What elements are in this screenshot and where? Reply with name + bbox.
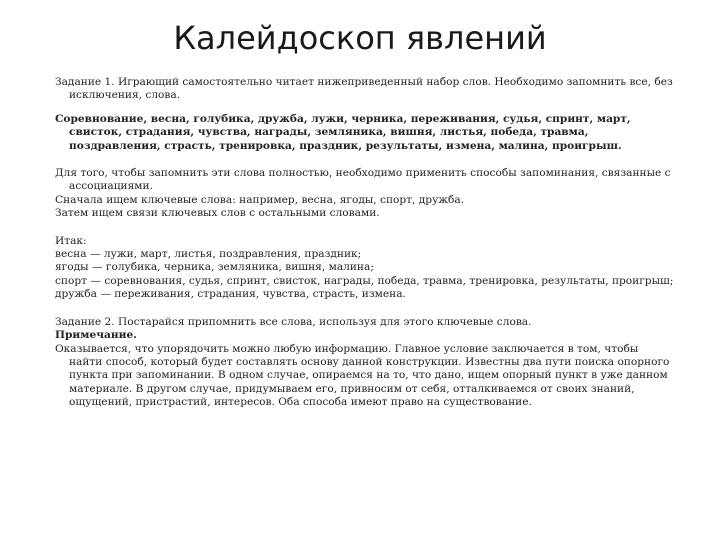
summary-heading: Итак: [55,234,87,247]
slide-title: Калейдоскоп явлений [173,19,547,57]
slide-body [55,76,675,410]
association-friendship: дружба — переживания, страдания, чувства, страсть, измена. [55,288,406,301]
method-paragraph-1: Для того, чтобы запомнить эти слова полностью, необходимо применить способы запоминания, связанные с ассоциациями. [55,167,671,193]
note-heading: Примечание. [55,329,137,342]
method-paragraph-2: Сначала ищем ключевые слова: например, весна, ягоды, спорт, дружба. [55,193,465,206]
word-list: Соревнование, весна, голубика, дружба, лужи, черника, переживания, судья, спринт, март, свисток, страдания, чувства, награды, земляника, вишня, листья, победа, травма, поздравления, страсть, тренировка, праздник, результаты, измена, малина, проигрыш. [55,112,631,152]
association-spring: весна — лужи, март, листья, поздравления, праздник; [55,248,362,261]
association-sport: спорт — соревнования, судья, спринт, свисток, награды, победа, травма, тренировка, результаты, проигрыш; [55,274,674,287]
task1-intro: Задание 1. Играющий самостоятельно читает нижеприведенный набор слов. Необходимо запомнить все, без исключения, слова. [55,76,673,102]
association-berries: ягоды — голубика, черника, земляника, вишня, малина; [55,261,374,274]
note-text: Оказывается, что упорядочить можно любую информацию. Главное условие заключается в том, чтобы найти способ, который будет составлять основу данной конструкции. Известны два пути поиска опорного пункта при запоминании. В одном случае, опираемся на то, что дано, ищем опорный пункт в уже данном материале. В другом случае, придумываем его, привносим от себя, отталкиваемся от своих знаний, ощущений, пристрастий, интересов. Оба способа имеют право на существование. [55,342,670,409]
task2: Задание 2. Постарайся припомнить все слова, используя для этого ключевые слова. [55,315,532,328]
method-paragraph-3: Затем ищем связи ключевых слов с остальными словами. [55,207,380,220]
